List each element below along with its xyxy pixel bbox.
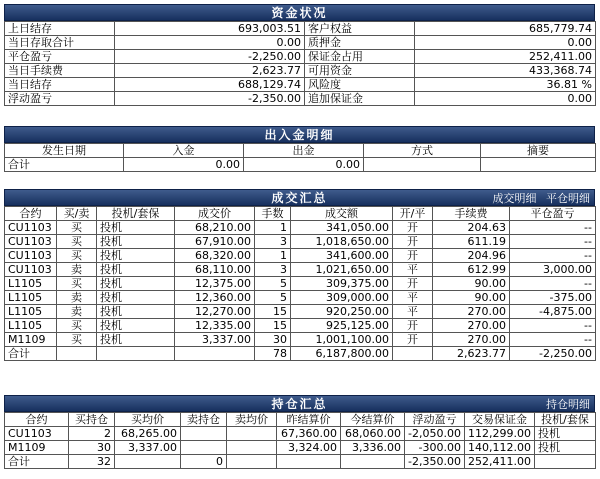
table-row (5, 441, 596, 455)
funds-table (4, 21, 596, 106)
trade-hedge: 投机 (97, 263, 175, 277)
deposits-total-row (5, 158, 596, 172)
position-buy: 30 (69, 441, 115, 455)
trade-price: 12,360.00 (175, 291, 255, 305)
positions-col-header: 买持仓 (69, 413, 115, 427)
trade-oc: 开 (393, 221, 433, 235)
trade-pnl: -375.00 (510, 291, 596, 305)
trade-lots: 3 (255, 263, 291, 277)
funds-header (4, 4, 595, 21)
funds-row (5, 78, 596, 92)
blank (57, 347, 97, 361)
close-detail-link[interactable]: 平仓明细 (546, 192, 590, 205)
funds-right-value: 433,368.74 (415, 64, 596, 78)
total-margin: 252,411.00 (465, 455, 535, 469)
trade-hedge: 投机 (97, 249, 175, 263)
trade-amount: 341,050.00 (291, 221, 393, 235)
trade-contract: CU1103 (5, 235, 57, 249)
funds-right-value: 0.00 (415, 92, 596, 106)
trade-hedge: 投机 (97, 333, 175, 347)
trade-lots: 1 (255, 249, 291, 263)
trade-oc: 开 (393, 235, 433, 249)
trade-pnl: -- (510, 235, 596, 249)
trade-oc: 平 (393, 305, 433, 319)
deposits-title: 出入金明细 (264, 128, 335, 142)
trade-contract: L1105 (5, 277, 57, 291)
position-sellavg (227, 427, 277, 441)
trade-hedge: 投机 (97, 277, 175, 291)
funds-left-label: 平仓盈亏 (5, 50, 115, 64)
funds-left-value: -2,250.00 (115, 50, 305, 64)
total-sell: 0 (181, 455, 227, 469)
trades-col-header: 成交价 (175, 207, 255, 221)
trade-amount: 1,021,650.00 (291, 263, 393, 277)
position-sellavg (227, 441, 277, 455)
funds-row (5, 64, 596, 78)
position-float: -2,050.00 (405, 427, 465, 441)
trade-hedge: 投机 (97, 221, 175, 235)
table-row (5, 221, 596, 235)
position-today: 68,060.00 (341, 427, 405, 441)
funds-row (5, 92, 596, 106)
funds-right-value: 252,411.00 (415, 50, 596, 64)
positions-col-header: 昨结算价 (277, 413, 341, 427)
position-margin: 112,299.00 (465, 427, 535, 441)
trade-bs: 买 (57, 319, 97, 333)
trade-bs: 卖 (57, 305, 97, 319)
trade-bs: 买 (57, 249, 97, 263)
position-today: 3,336.00 (341, 441, 405, 455)
trade-amount: 341,600.00 (291, 249, 393, 263)
trade-lots: 15 (255, 319, 291, 333)
trade-pnl: -- (510, 277, 596, 291)
trade-bs: 买 (57, 333, 97, 347)
funds-left-label: 当日存取合计 (5, 36, 115, 50)
trade-lots: 3 (255, 235, 291, 249)
trade-price: 12,375.00 (175, 277, 255, 291)
trade-fee: 270.00 (433, 319, 510, 333)
trade-hedge: 投机 (97, 235, 175, 249)
trade-lots: 1 (255, 221, 291, 235)
position-sell (181, 441, 227, 455)
trades-col-header: 合约 (5, 207, 57, 221)
funds-row (5, 36, 596, 50)
position-buy: 2 (69, 427, 115, 441)
trades-col-header: 手续费 (433, 207, 510, 221)
position-sell (181, 427, 227, 441)
total-float: -2,350.00 (405, 455, 465, 469)
trade-amount: 309,375.00 (291, 277, 393, 291)
trade-pnl: -- (510, 333, 596, 347)
trade-price: 3,337.00 (175, 333, 255, 347)
col-in: 入金 (124, 144, 244, 158)
trade-price: 67,910.00 (175, 235, 255, 249)
total-pnl: -2,250.00 (510, 347, 596, 361)
position-prev: 3,324.00 (277, 441, 341, 455)
funds-left-label: 当日手续费 (5, 64, 115, 78)
position-margin: 140,112.00 (465, 441, 535, 455)
trade-fee: 90.00 (433, 277, 510, 291)
total-in: 0.00 (124, 158, 244, 172)
funds-right-label: 风险度 (305, 78, 415, 92)
funds-right-value: 0.00 (415, 36, 596, 50)
deposits-header (4, 126, 595, 143)
table-row (5, 249, 596, 263)
funds-right-label: 保证金占用 (305, 50, 415, 64)
funds-right-label: 追加保证金 (305, 92, 415, 106)
trades-col-header: 投机/套保 (97, 207, 175, 221)
trade-contract: M1109 (5, 333, 57, 347)
trade-amount: 1,018,650.00 (291, 235, 393, 249)
trade-pnl: 3,000.00 (510, 263, 596, 277)
blank (227, 455, 277, 469)
funds-left-value: 693,003.51 (115, 22, 305, 36)
deposits-section (4, 126, 595, 172)
trades-header-row (5, 207, 596, 221)
trade-pnl: -- (510, 221, 596, 235)
funds-right-label: 质押金 (305, 36, 415, 50)
funds-left-value: 0.00 (115, 36, 305, 50)
total-label: 合计 (5, 455, 69, 469)
table-row (5, 277, 596, 291)
positions-col-header: 今结算价 (341, 413, 405, 427)
trade-bs: 买 (57, 277, 97, 291)
trade-contract: L1105 (5, 319, 57, 333)
positions-header-row (5, 413, 596, 427)
trade-fee: 611.19 (433, 235, 510, 249)
col-summary: 摘要 (481, 144, 596, 158)
blank (535, 455, 596, 469)
table-row (5, 291, 596, 305)
trade-fee: 204.96 (433, 249, 510, 263)
positions-table (4, 412, 596, 469)
trade-hedge: 投机 (97, 305, 175, 319)
trade-lots: 5 (255, 277, 291, 291)
table-row (5, 333, 596, 347)
trade-bs: 买 (57, 235, 97, 249)
position-detail-link[interactable]: 持仓明细 (546, 398, 590, 411)
blank (97, 347, 175, 361)
funds-title: 资金状况 (271, 6, 328, 20)
positions-col-header: 交易保证金 (465, 413, 535, 427)
blank (393, 347, 433, 361)
total-method (364, 158, 481, 172)
funds-left-label: 浮动盈亏 (5, 92, 115, 106)
trade-bs: 卖 (57, 263, 97, 277)
total-amount: 6,187,800.00 (291, 347, 393, 361)
trade-oc: 开 (393, 319, 433, 333)
col-out: 出金 (244, 144, 364, 158)
col-date: 发生日期 (5, 144, 124, 158)
funds-left-value: 2,623.77 (115, 64, 305, 78)
trades-links (487, 190, 591, 207)
funds-section (4, 4, 595, 106)
positions-col-header: 合约 (5, 413, 69, 427)
position-prev: 67,360.00 (277, 427, 341, 441)
trade-price: 68,110.00 (175, 263, 255, 277)
total-lots: 78 (255, 347, 291, 361)
funds-right-value: 36.81 % (415, 78, 596, 92)
trade-fee: 270.00 (433, 333, 510, 347)
trade-bs: 买 (57, 221, 97, 235)
position-buyavg: 68,265.00 (115, 427, 181, 441)
funds-left-value: -2,350.00 (115, 92, 305, 106)
funds-left-label: 上日结存 (5, 22, 115, 36)
trade-contract: CU1103 (5, 263, 57, 277)
trades-col-header: 平仓盈亏 (510, 207, 596, 221)
positions-col-header: 卖持仓 (181, 413, 227, 427)
trade-lots: 5 (255, 291, 291, 305)
total-label: 合计 (5, 347, 57, 361)
trade-price: 12,335.00 (175, 319, 255, 333)
trade-oc: 平 (393, 291, 433, 305)
positions-section (4, 395, 595, 469)
trade-fee: 612.99 (433, 263, 510, 277)
table-row (5, 427, 596, 441)
trade-oc: 开 (393, 333, 433, 347)
trade-price: 68,210.00 (175, 221, 255, 235)
blank (175, 347, 255, 361)
position-hedge: 投机 (535, 427, 596, 441)
funds-row (5, 50, 596, 64)
trade-amount: 920,250.00 (291, 305, 393, 319)
trades-col-header: 手数 (255, 207, 291, 221)
total-buy: 32 (69, 455, 115, 469)
blank (115, 455, 181, 469)
trade-pnl: -- (510, 319, 596, 333)
trade-fee: 270.00 (433, 305, 510, 319)
trade-lots: 15 (255, 305, 291, 319)
col-method: 方式 (364, 144, 481, 158)
trade-fee: 90.00 (433, 291, 510, 305)
trade-contract: CU1103 (5, 249, 57, 263)
trade-oc: 开 (393, 277, 433, 291)
position-buyavg: 3,337.00 (115, 441, 181, 455)
positions-total-row (5, 455, 596, 469)
table-row (5, 305, 596, 319)
trade-amount: 925,125.00 (291, 319, 393, 333)
total-label: 合计 (5, 158, 124, 172)
trade-amount: 1,001,100.00 (291, 333, 393, 347)
blank (277, 455, 341, 469)
trade-oc: 平 (393, 263, 433, 277)
trade-price: 68,320.00 (175, 249, 255, 263)
trades-total-row (5, 347, 596, 361)
trades-col-header: 成交额 (291, 207, 393, 221)
funds-left-label: 当日结存 (5, 78, 115, 92)
funds-right-value: 685,779.74 (415, 22, 596, 36)
table-row (5, 319, 596, 333)
positions-title: 持仓汇总 (271, 397, 328, 411)
trade-pnl: -4,875.00 (510, 305, 596, 319)
positions-col-header: 投机/套保 (535, 413, 596, 427)
trade-contract: CU1103 (5, 221, 57, 235)
position-hedge: 投机 (535, 441, 596, 455)
trades-section (4, 189, 595, 361)
trade-lots: 30 (255, 333, 291, 347)
funds-left-value: 688,129.74 (115, 78, 305, 92)
trade-fee: 204.63 (433, 221, 510, 235)
funds-right-label: 客户权益 (305, 22, 415, 36)
trades-col-header: 开/平 (393, 207, 433, 221)
trades-table (4, 206, 596, 361)
positions-col-header: 浮动盈亏 (405, 413, 465, 427)
deposits-header-row (5, 144, 596, 158)
positions-links (540, 396, 590, 413)
funds-right-label: 可用资金 (305, 64, 415, 78)
trade-detail-link[interactable]: 成交明细 (492, 192, 537, 205)
position-contract: CU1103 (5, 427, 69, 441)
position-float: -300.00 (405, 441, 465, 455)
trades-title: 成交汇总 (271, 191, 328, 205)
total-summary (481, 158, 596, 172)
trade-pnl: -- (510, 249, 596, 263)
table-row (5, 263, 596, 277)
trade-oc: 开 (393, 249, 433, 263)
trades-col-header: 买/卖 (57, 207, 97, 221)
positions-col-header: 买均价 (115, 413, 181, 427)
table-row (5, 235, 596, 249)
trade-amount: 309,000.00 (291, 291, 393, 305)
trade-contract: L1105 (5, 305, 57, 319)
total-out: 0.00 (244, 158, 364, 172)
deposits-table (4, 143, 596, 172)
trade-price: 12,270.00 (175, 305, 255, 319)
position-contract: M1109 (5, 441, 69, 455)
blank (341, 455, 405, 469)
funds-row (5, 22, 596, 36)
trade-contract: L1105 (5, 291, 57, 305)
positions-header (4, 395, 595, 412)
trades-header (4, 189, 595, 206)
trade-hedge: 投机 (97, 291, 175, 305)
positions-col-header: 卖均价 (227, 413, 277, 427)
trade-hedge: 投机 (97, 319, 175, 333)
total-fee: 2,623.77 (433, 347, 510, 361)
trade-bs: 卖 (57, 291, 97, 305)
